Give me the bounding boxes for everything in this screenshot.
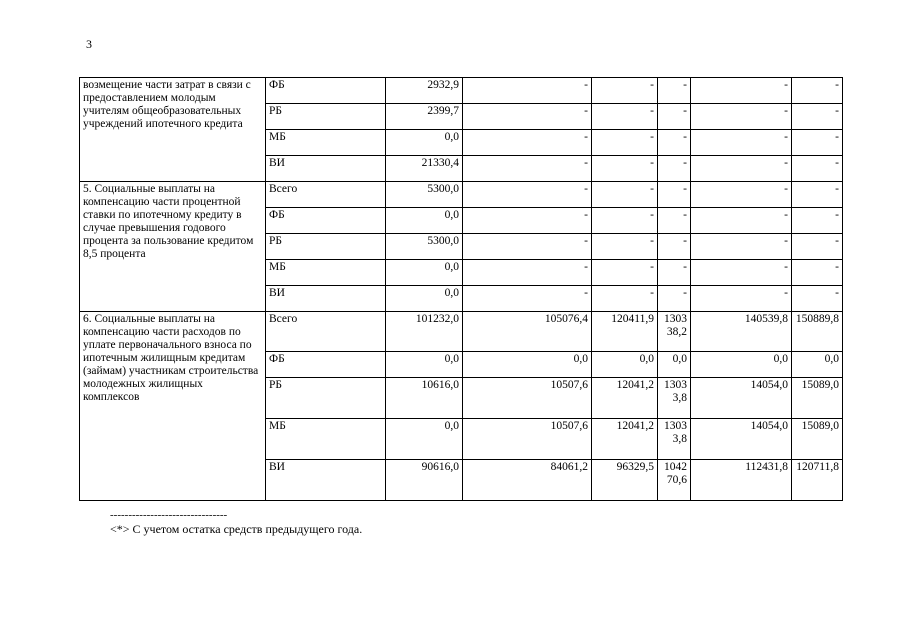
funding-table — [79, 77, 843, 501]
value-cell-c5: - — [691, 156, 792, 182]
value-cell-c3: - — [592, 286, 658, 312]
value-cell-c1: 0,0 — [386, 208, 463, 234]
funding-source: Всего — [266, 312, 386, 352]
value-cell-c5: - — [691, 234, 792, 260]
value-cell-c2: - — [463, 286, 592, 312]
value-cell-c4: 104270,6 — [658, 460, 691, 501]
section-name: возмещение части затрат в связи с предоставлением молодым учителям общеобразовательных учреждений ипотечного кредита — [80, 78, 266, 182]
value-cell-c6: 120711,8 — [792, 460, 843, 501]
value-cell-c2: - — [463, 78, 592, 104]
funding-source: ФБ — [266, 78, 386, 104]
funding-source: ФБ — [266, 352, 386, 378]
table-body — [80, 78, 843, 501]
value-cell-c5: - — [691, 182, 792, 208]
value-cell-c5: - — [691, 286, 792, 312]
section-name: 6. Социальные выплаты на компенсацию части расходов по уплате первоначального взноса по ипотечным жилищным кредитам (займам) участникам строительства молодежных жилищных комплексов — [80, 312, 266, 501]
page-number: 3 — [86, 37, 92, 51]
funding-source: МБ — [266, 130, 386, 156]
value-cell-c3: - — [592, 234, 658, 260]
value-cell-c3: - — [592, 156, 658, 182]
value-cell-c6: - — [792, 208, 843, 234]
table-row — [80, 182, 843, 208]
value-cell-c2: 10507,6 — [463, 378, 592, 419]
value-cell-c4: - — [658, 182, 691, 208]
value-cell-c6: 15089,0 — [792, 378, 843, 419]
value-cell-c2: - — [463, 234, 592, 260]
funding-source: РБ — [266, 234, 386, 260]
funding-source: Всего — [266, 182, 386, 208]
value-cell-c2: - — [463, 182, 592, 208]
funding-source: ВИ — [266, 156, 386, 182]
footnote-separator: -------------------------------- — [110, 509, 228, 521]
funding-source: ВИ — [266, 460, 386, 501]
value-cell-c4: 0,0 — [658, 352, 691, 378]
value-cell-c2: - — [463, 130, 592, 156]
value-cell-c6: - — [792, 78, 843, 104]
value-cell-c4: - — [658, 208, 691, 234]
value-cell-c3: 12041,2 — [592, 378, 658, 419]
value-cell-c4: - — [658, 156, 691, 182]
value-cell-c1: 5300,0 — [386, 234, 463, 260]
value-cell-c1: 0,0 — [386, 419, 463, 460]
value-cell-c6: - — [792, 234, 843, 260]
value-cell-c1: 5300,0 — [386, 182, 463, 208]
funding-source: ВИ — [266, 286, 386, 312]
value-cell-c4: - — [658, 104, 691, 130]
footnote-text: <*> С учетом остатка средств предыдущего года. — [110, 522, 363, 536]
value-cell-c1: 2399,7 — [386, 104, 463, 130]
funding-source: МБ — [266, 260, 386, 286]
value-cell-c4: 13033,8 — [658, 378, 691, 419]
value-cell-c2: - — [463, 156, 592, 182]
value-cell-c3: - — [592, 130, 658, 156]
value-cell-c3: - — [592, 208, 658, 234]
value-cell-c4: - — [658, 260, 691, 286]
value-cell-c2: 84061,2 — [463, 460, 592, 501]
value-cell-c6: 15089,0 — [792, 419, 843, 460]
value-cell-c2: 0,0 — [463, 352, 592, 378]
value-cell-c6: - — [792, 130, 843, 156]
value-cell-c3: - — [592, 78, 658, 104]
value-cell-c2: 10507,6 — [463, 419, 592, 460]
value-cell-c1: 90616,0 — [386, 460, 463, 501]
value-cell-c1: 2932,9 — [386, 78, 463, 104]
value-cell-c1: 101232,0 — [386, 312, 463, 352]
value-cell-c6: - — [792, 156, 843, 182]
funding-source: РБ — [266, 104, 386, 130]
value-cell-c2: 105076,4 — [463, 312, 592, 352]
value-cell-c6: 0,0 — [792, 352, 843, 378]
value-cell-c3: 0,0 — [592, 352, 658, 378]
funding-source: МБ — [266, 419, 386, 460]
value-cell-c6: - — [792, 104, 843, 130]
value-cell-c4: - — [658, 130, 691, 156]
value-cell-c2: - — [463, 104, 592, 130]
value-cell-c1: 0,0 — [386, 130, 463, 156]
value-cell-c6: 150889,8 — [792, 312, 843, 352]
value-cell-c1: 0,0 — [386, 352, 463, 378]
value-cell-c3: - — [592, 104, 658, 130]
table-row — [80, 312, 843, 352]
value-cell-c2: - — [463, 208, 592, 234]
value-cell-c1: 0,0 — [386, 260, 463, 286]
funding-source: РБ — [266, 378, 386, 419]
value-cell-c3: - — [592, 260, 658, 286]
value-cell-c3: 120411,9 — [592, 312, 658, 352]
value-cell-c3: - — [592, 182, 658, 208]
value-cell-c5: 14054,0 — [691, 378, 792, 419]
value-cell-c3: 12041,2 — [592, 419, 658, 460]
value-cell-c4: - — [658, 78, 691, 104]
value-cell-c5: 140539,8 — [691, 312, 792, 352]
section-name: 5. Социальные выплаты на компенсацию части процентной ставки по ипотечному кредиту в случае превышения годового процента за пользование кредитом 8,5 процента — [80, 182, 266, 312]
value-cell-c1: 0,0 — [386, 286, 463, 312]
value-cell-c3: 96329,5 — [592, 460, 658, 501]
value-cell-c5: - — [691, 130, 792, 156]
value-cell-c1: 10616,0 — [386, 378, 463, 419]
value-cell-c4: - — [658, 234, 691, 260]
funding-source: ФБ — [266, 208, 386, 234]
value-cell-c6: - — [792, 260, 843, 286]
value-cell-c4: 130338,2 — [658, 312, 691, 352]
value-cell-c5: 0,0 — [691, 352, 792, 378]
table-row — [80, 78, 843, 104]
value-cell-c5: - — [691, 208, 792, 234]
value-cell-c5: - — [691, 78, 792, 104]
value-cell-c4: 13033,8 — [658, 419, 691, 460]
value-cell-c2: - — [463, 260, 592, 286]
value-cell-c5: 14054,0 — [691, 419, 792, 460]
value-cell-c5: 112431,8 — [691, 460, 792, 501]
value-cell-c6: - — [792, 182, 843, 208]
value-cell-c5: - — [691, 260, 792, 286]
value-cell-c6: - — [792, 286, 843, 312]
value-cell-c1: 21330,4 — [386, 156, 463, 182]
value-cell-c5: - — [691, 104, 792, 130]
value-cell-c4: - — [658, 286, 691, 312]
